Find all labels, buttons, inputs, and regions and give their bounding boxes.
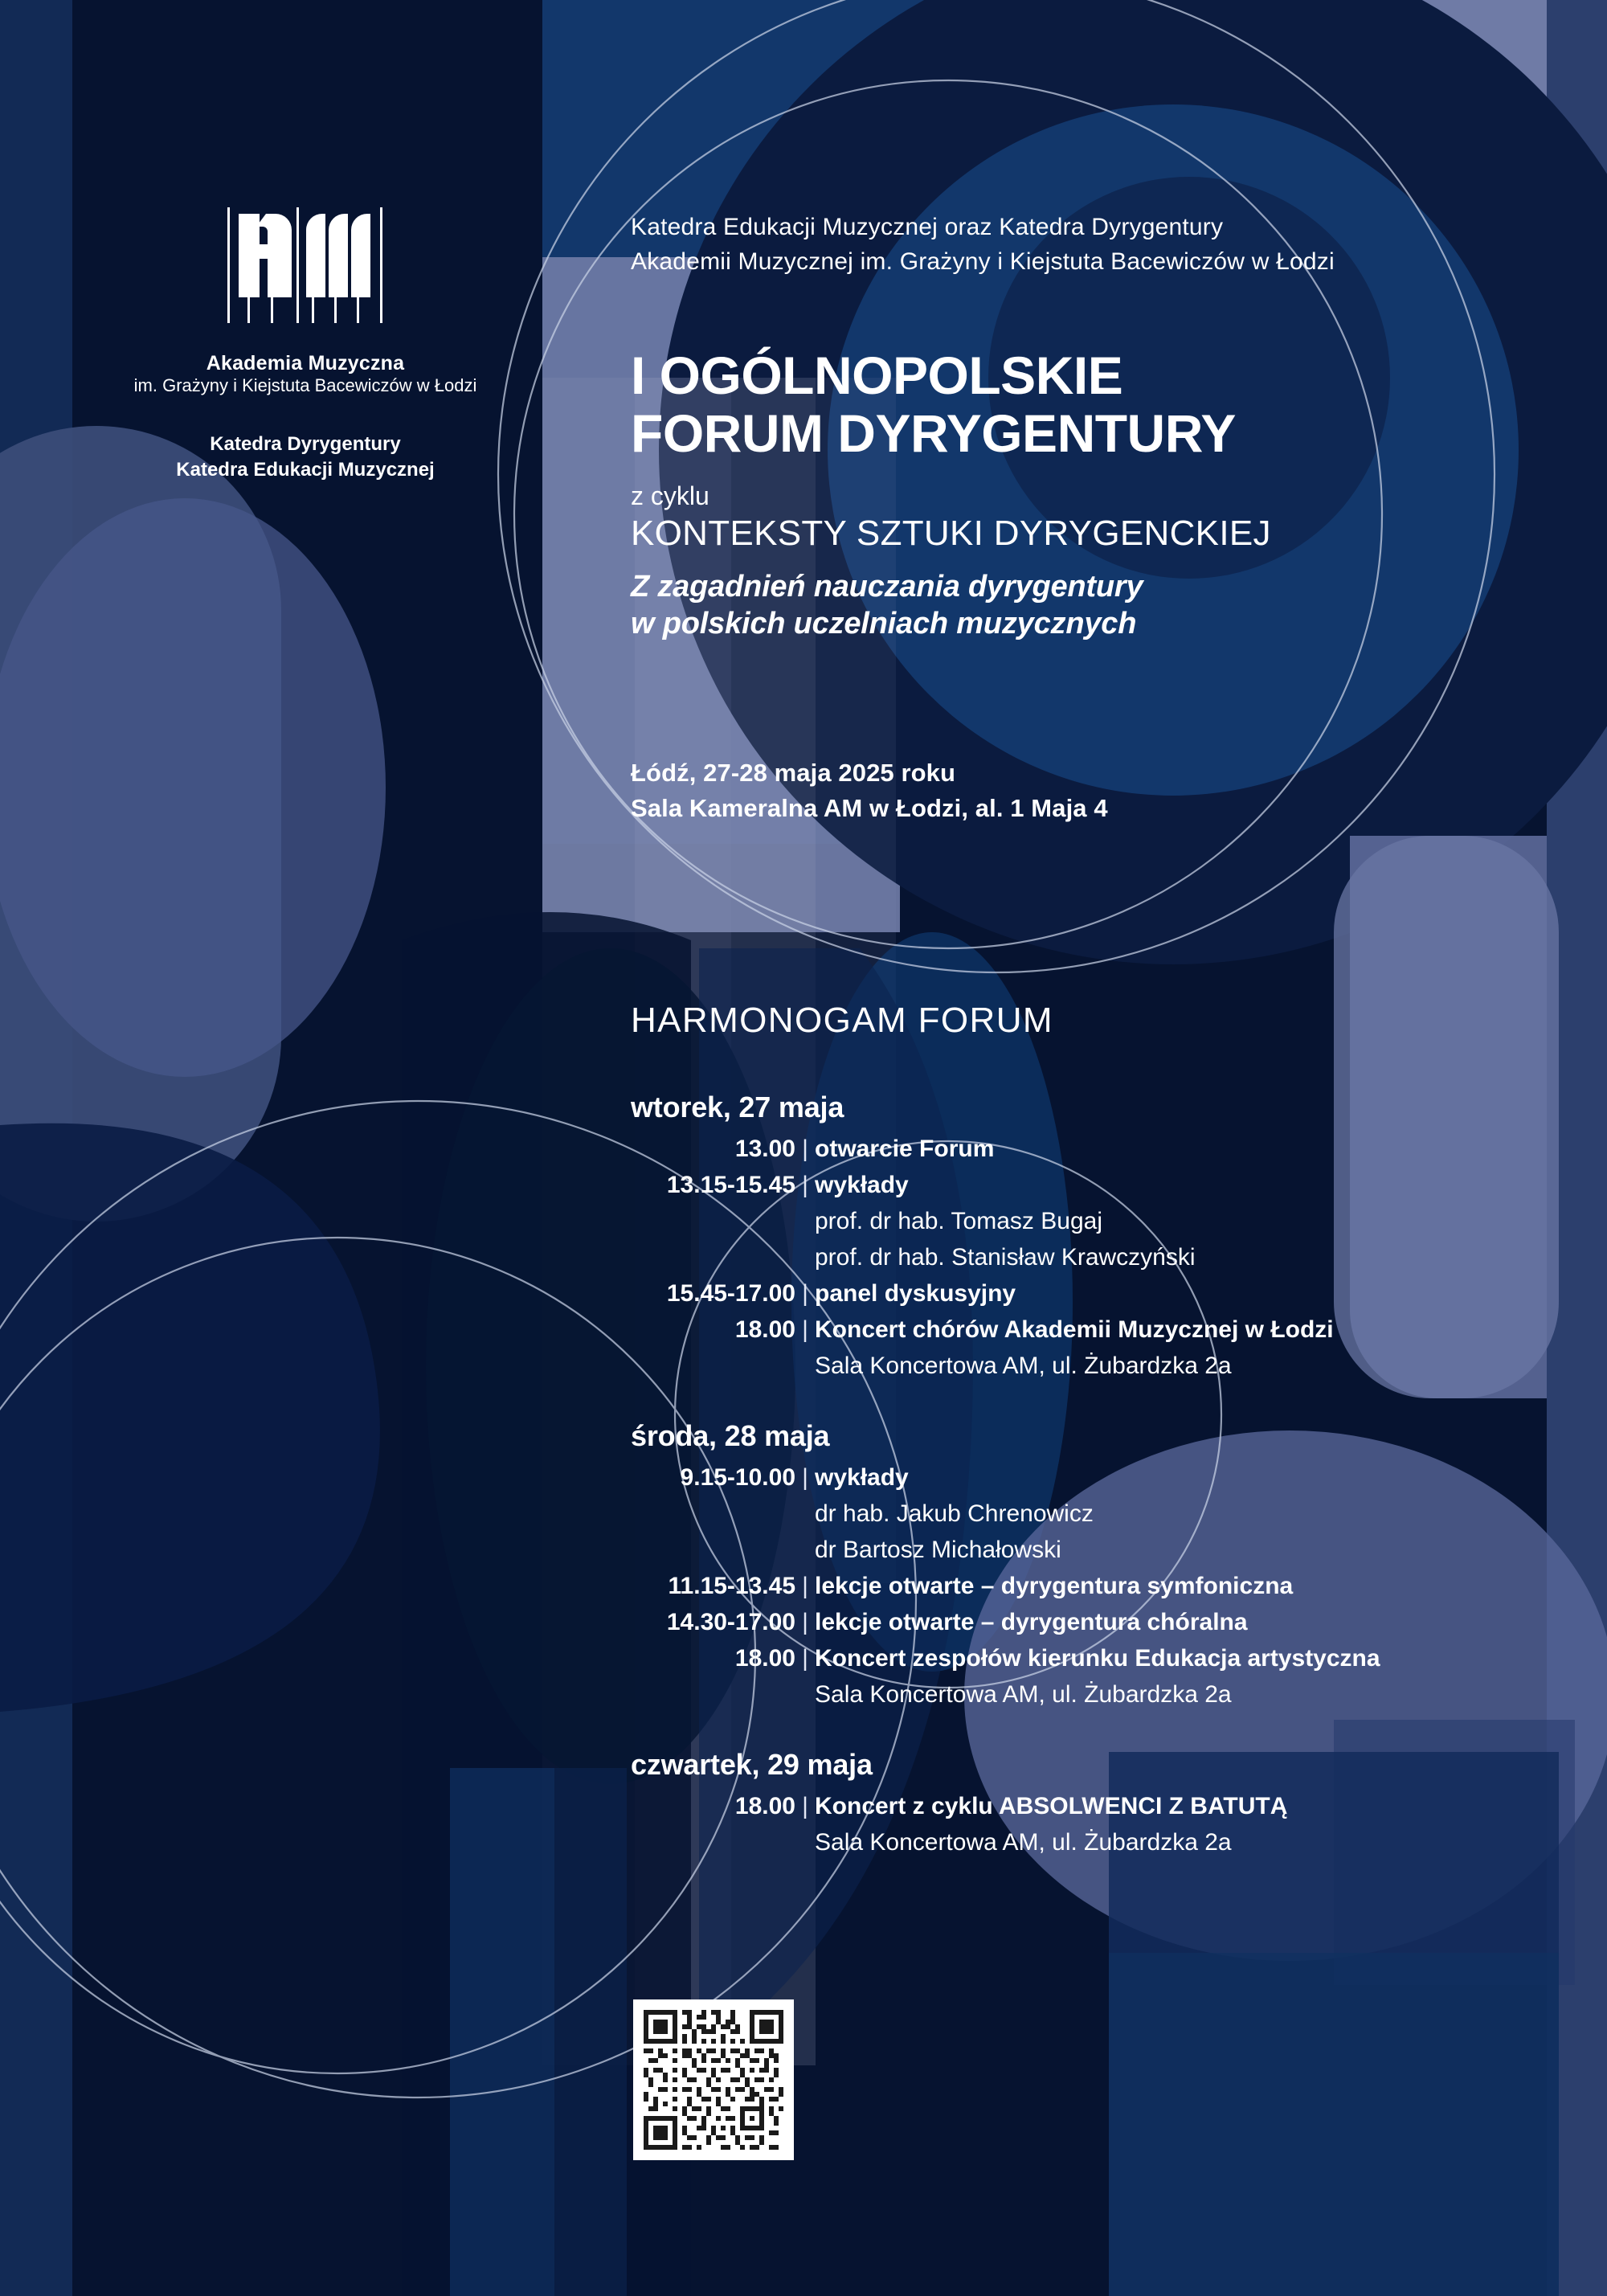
schedule-row-description: Koncert z cyklu ABSOLWENCI Z BATUTĄ <box>815 1793 1288 1819</box>
academy-name: Akademia Muzyczna <box>206 352 405 374</box>
schedule-day-name: czwartek, 29 maja <box>631 1748 873 1781</box>
schedule-row-description: dr hab. Jakub Chrenowicz <box>815 1500 1094 1527</box>
title-line-2: FORUM DYRYGENTURY <box>631 403 1236 463</box>
schedule-row-description: lekcje otwarte – dyrygentura chóralna <box>815 1609 1248 1635</box>
cycle-label: z cyklu <box>631 481 709 510</box>
schedule-row <box>631 1676 1563 1713</box>
title-block <box>631 347 1555 642</box>
schedule-row <box>631 1312 1563 1348</box>
schedule-day-name: wtorek, 27 maja <box>631 1091 844 1123</box>
schedule-row-separator: | <box>802 1316 808 1343</box>
organizer-line-1: Katedra Edukacji Muzycznej oraz Katedra Dyrygentury <box>631 214 1224 240</box>
schedule-row-description: panel dyskusyjny <box>815 1280 1016 1307</box>
schedule-row <box>631 1348 1563 1384</box>
subtitle-line-1: Z zagadnień nauczania dyrygentury <box>631 570 1143 604</box>
schedule-day <box>631 1748 1563 1860</box>
schedule-row <box>631 1167 1563 1203</box>
schedule-row <box>631 1640 1563 1676</box>
schedule-row-description: wykłady <box>815 1464 909 1491</box>
title-line-1: I OGÓLNOPOLSKIE <box>631 346 1123 405</box>
organizer-line-2: Akademii Muzycznej im. Grażyny i Kiejstuta Bacewiczów w Łodzi <box>631 248 1335 275</box>
schedule-row-time: 13.00 <box>734 1136 795 1162</box>
schedule-row-time: 18.00 <box>734 1793 795 1819</box>
schedule-day <box>631 1091 1563 1384</box>
schedule-day <box>631 1419 1563 1713</box>
schedule-row <box>631 1788 1563 1824</box>
organizer-lines <box>631 211 1539 279</box>
schedule-row <box>631 1604 1563 1640</box>
event-date: Łódź, 27-28 maja 2025 roku <box>631 759 956 787</box>
schedule-row-separator: | <box>802 1645 808 1672</box>
schedule-block <box>631 1001 1563 1860</box>
qr-code-icon <box>644 2010 783 2150</box>
schedule-row-description: Koncert zespołów kierunku Edukacja artystyczna <box>815 1645 1380 1672</box>
schedule-row <box>631 1824 1563 1860</box>
schedule-row-time: 18.00 <box>734 1316 795 1343</box>
schedule-row-separator: | <box>802 1793 808 1819</box>
date-venue-block <box>631 755 1515 826</box>
schedule-row-description: Sala Koncertowa AM, ul. Żubardzka 2a <box>815 1829 1232 1856</box>
schedule-row-time: 18.00 <box>734 1645 795 1672</box>
schedule-day-name: środa, 28 maja <box>631 1419 830 1452</box>
schedule-heading: HARMONOGAM FORUM <box>631 1001 1053 1040</box>
schedule-row-separator: | <box>802 1464 808 1491</box>
schedule-row-time: 13.15-15.45 <box>666 1172 795 1198</box>
schedule-row-description: Sala Koncertowa AM, ul. Żubardzka 2a <box>815 1681 1232 1708</box>
am-piano-keys-logo-icon <box>221 201 390 329</box>
schedule-row-time: 11.15-13.45 <box>668 1573 795 1599</box>
schedule-row-time: 15.45-17.00 <box>666 1280 795 1307</box>
schedule-row-description: dr Bartosz Michałowski <box>815 1537 1061 1563</box>
schedule-row <box>631 1203 1563 1239</box>
qr-code[interactable] <box>633 1999 794 2160</box>
logo-dept-dyrygentury: Katedra Dyrygentury <box>210 432 401 455</box>
subtitle-line-2: w polskich uczelniach muzycznych <box>631 606 1137 641</box>
schedule-row <box>631 1131 1563 1167</box>
schedule-row-description: prof. dr hab. Tomasz Bugaj <box>815 1208 1102 1234</box>
schedule-row-description: lekcje otwarte – dyrygentura symfoniczna <box>815 1573 1294 1599</box>
schedule-row-time: 9.15-10.00 <box>680 1464 795 1491</box>
schedule-row-description: prof. dr hab. Stanisław Krawczyński <box>815 1244 1196 1271</box>
logo-dept-edukacji: Katedra Edukacji Muzycznej <box>176 458 435 481</box>
schedule-row <box>631 1275 1563 1312</box>
series-name: KONTEKSTY SZTUKI DYRYGENCKIEJ <box>631 514 1271 554</box>
schedule-row <box>631 1459 1563 1496</box>
schedule-row-description: Sala Koncertowa AM, ul. Żubardzka 2a <box>815 1353 1232 1379</box>
schedule-row-description: otwarcie Forum <box>815 1136 995 1162</box>
schedule-row-separator: | <box>802 1136 808 1162</box>
schedule-row <box>631 1239 1563 1275</box>
schedule-row-separator: | <box>802 1172 808 1198</box>
event-venue: Sala Kameralna AM w Łodzi, al. 1 Maja 4 <box>631 794 1108 823</box>
schedule-row-separator: | <box>802 1609 808 1635</box>
schedule-days <box>631 1091 1563 1860</box>
schedule-row-time: 14.30-17.00 <box>666 1609 795 1635</box>
academy-name-sub: im. Grażyny i Kiejstuta Bacewiczów w Łodzi <box>133 375 477 395</box>
schedule-row-description: Koncert chórów Akademii Muzycznej w Łodzi <box>815 1316 1334 1343</box>
schedule-row-separator: | <box>802 1573 808 1599</box>
schedule-row-description: wykłady <box>815 1172 909 1198</box>
schedule-row <box>631 1496 1563 1532</box>
schedule-row <box>631 1532 1563 1568</box>
academy-logo-block <box>112 201 498 483</box>
schedule-row <box>631 1568 1563 1604</box>
schedule-row-separator: | <box>802 1280 808 1307</box>
